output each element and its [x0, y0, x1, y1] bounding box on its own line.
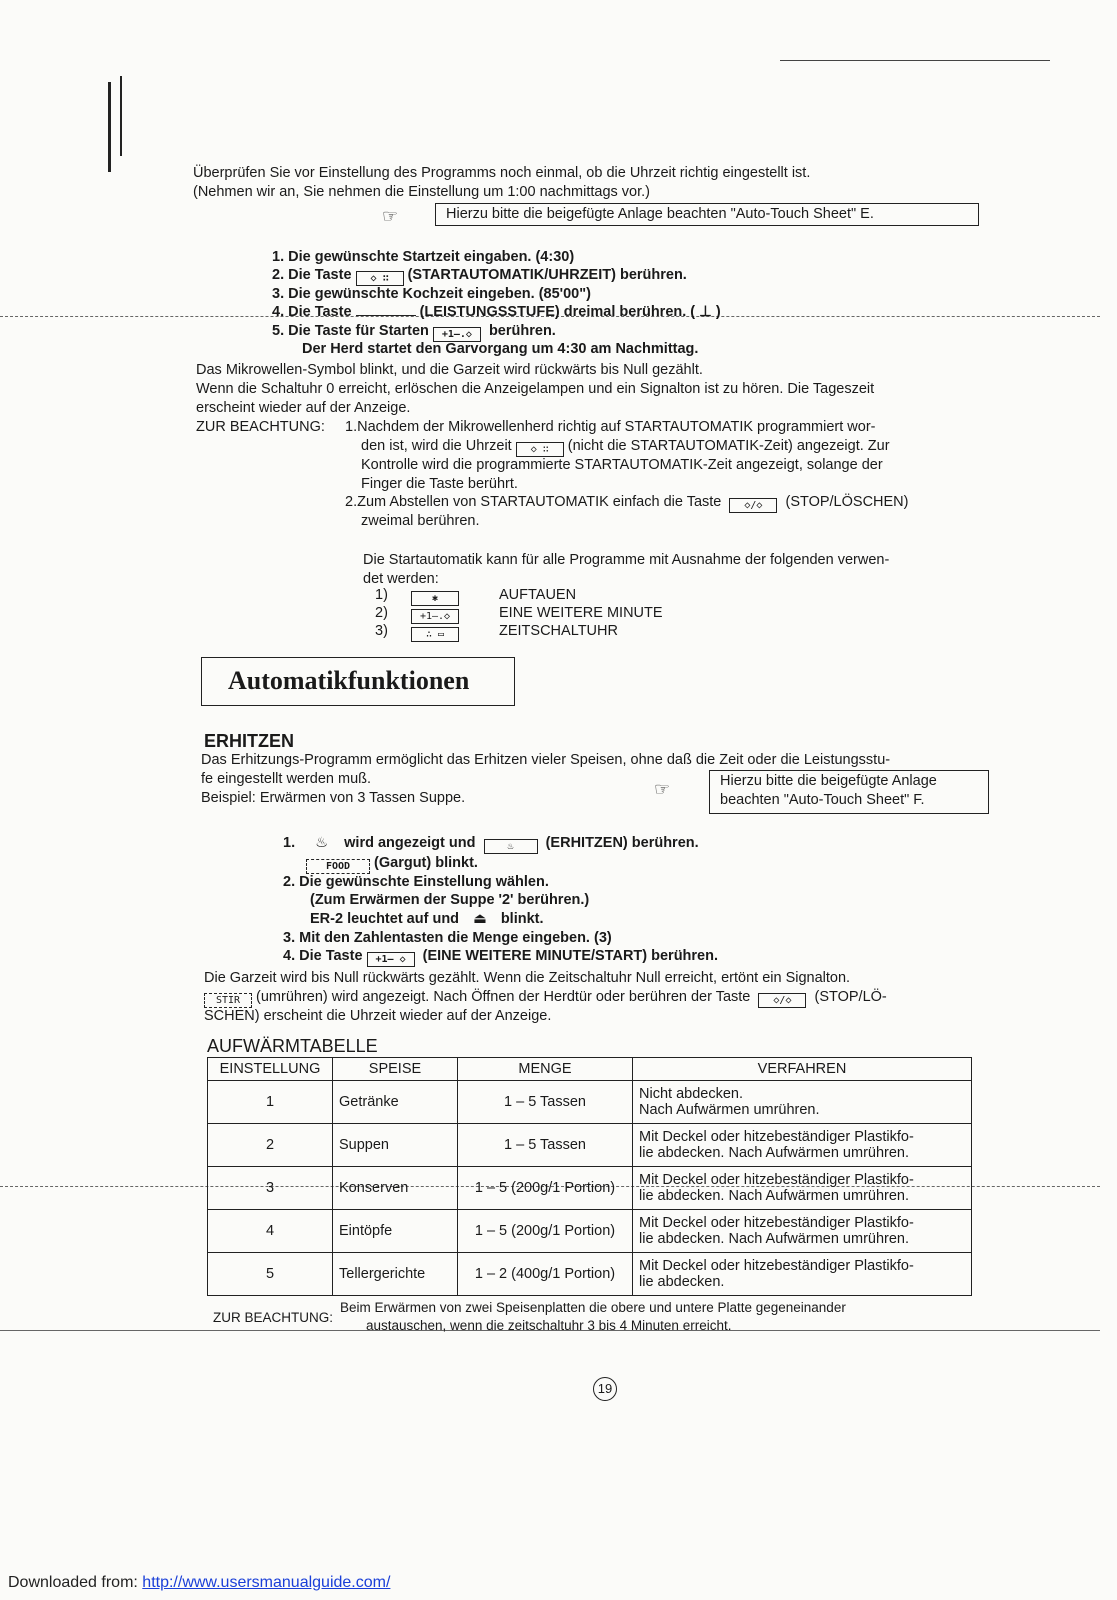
exception-label: AUFTAUEN	[499, 587, 577, 603]
table-header: VERFAHREN	[633, 1058, 972, 1081]
table-header: SPEISE	[333, 1058, 458, 1081]
intro-line: (Nehmen wir an, Sie nehmen die Einstellung um 1:00 nachmittags vor.)	[193, 184, 650, 200]
table-cell-line: lie abdecken. Nach Aufwärmen umrühren.	[639, 1145, 910, 1161]
intro-line: Überprüfen Sie vor Einstellung des Programms noch einmal, ob die Uhrzeit richtig eingestellt ist.	[193, 165, 811, 181]
table-cell-line: lie abdecken. Nach Aufwärmen umrühren.	[639, 1188, 910, 1204]
scan-mark-bar	[108, 82, 111, 172]
power-level-icon	[356, 306, 416, 316]
table-cell: Getränke	[333, 1081, 458, 1124]
para-line: Die Garzeit wird bis Null rückwärts gezählt. Wenn die Zeitschaltuhr Null erreicht, ertönt ein Signalton.	[204, 970, 851, 986]
stir-display-icon: STIR	[204, 993, 252, 1008]
table-header: MENGE	[458, 1058, 633, 1081]
start-key-icon: +1‒.◇	[433, 327, 481, 342]
table-cell	[633, 1210, 972, 1253]
table-cell-line: Nach Aufwärmen umrühren.	[639, 1102, 820, 1118]
defrost-key-icon: ✱	[411, 591, 459, 606]
exception-item	[375, 605, 663, 624]
exceptions-line: Die Startautomatik kann für alle Programme mit Ausnahme der folgenden verwen-	[363, 552, 890, 568]
heat-step-1	[283, 835, 699, 854]
footer-link[interactable]: http://www.usersmanualguide.com/	[142, 1574, 391, 1591]
note-text: Hierzu bitte die beigefügte Anlage	[720, 773, 937, 789]
exception-item	[375, 587, 576, 606]
step-5-result: Der Herd startet den Garvorgang um 4:30 am Nachmittag.	[302, 341, 699, 357]
table-cell: 4	[208, 1210, 333, 1253]
heat-step-2-sub	[310, 911, 544, 927]
step-2-text: 2. Die Taste	[272, 267, 352, 283]
step-2-text-b: (STARTAUTOMATIK/UHRZEIT) berühren.	[407, 267, 687, 283]
heat-step-2-text: ER-2 leuchtet auf und	[310, 911, 460, 927]
step-3: 3. Die gewünschte Kochzeit eingeben. (85'00")	[272, 286, 591, 302]
step-5-text-b: berühren.	[488, 323, 556, 339]
table-cell: 1 – 5 (200g/1 Portion)	[458, 1167, 633, 1210]
exception-num: 2)	[375, 605, 388, 621]
stop-key-icon: ◇/◇	[729, 498, 777, 513]
page-number: 19	[593, 1377, 617, 1401]
beachtung-line	[345, 494, 909, 513]
beachtung-text-b: (nicht die STARTAUTOMATIK-Zeit) angezeigt. Zur	[567, 438, 890, 454]
step-5	[272, 323, 556, 342]
heat-step-1-sub	[306, 855, 478, 874]
table-row	[208, 1210, 972, 1253]
table-cell: Eintöpfe	[333, 1210, 458, 1253]
note-text: beachten "Auto-Touch Sheet" F.	[720, 792, 925, 808]
stop-key-icon: ◇/◇	[758, 993, 806, 1008]
section-title-box	[201, 657, 515, 706]
minute-start-key-icon: +1‒ ◇	[367, 952, 415, 967]
step-4-text-b: (LEISTUNGSSTUFE) dreimal berühren. (	[419, 304, 696, 320]
step-1: 1. Die gewünschte Startzeit eingaben. (4:30)	[272, 249, 575, 265]
note-box	[709, 770, 989, 814]
heat-step-4-text: 4. Die Taste	[283, 948, 363, 964]
beachtung-text-b: (STOP/LÖSCHEN)	[785, 494, 909, 510]
pointing-hand-icon: ☞	[382, 206, 399, 227]
startautomatik-key-icon: ◇ ∷	[356, 271, 404, 286]
table-cell: 1 – 2 (400g/1 Portion)	[458, 1253, 633, 1296]
table-cell	[633, 1124, 972, 1167]
table-cell	[633, 1081, 972, 1124]
heat-step-1-text-c: (Gargut) blinkt.	[374, 855, 478, 871]
table-cell-line: lie abdecken. Nach Aufwärmen umrühren.	[639, 1231, 910, 1247]
table-cell: Tellergerichte	[333, 1253, 458, 1296]
exception-num: 3)	[375, 623, 388, 639]
table-cell: 1 – 5 Tassen	[458, 1124, 633, 1167]
table-header: EINSTELLUNG	[208, 1058, 333, 1081]
table-header-row	[208, 1058, 972, 1081]
table-cell: Konserven	[333, 1167, 458, 1210]
table-cell	[633, 1167, 972, 1210]
section-para: fe eingestellt werden muß.	[201, 771, 372, 787]
table-cell-line: Mit Deckel oder hitzebeständiger Plastikfo-	[639, 1129, 914, 1145]
food-display-icon: FOOD	[306, 859, 370, 874]
beachtung-line: 1.Nachdem der Mikrowellenherd richtig auf STARTAUTOMATIK programmiert wor-	[345, 419, 876, 435]
step-4-text: 4. Die Taste	[272, 304, 352, 320]
beachtung-line: zweimal berühren.	[361, 513, 480, 529]
beachtung-line: Beim Erwärmen von zwei Speisenplatten die obere und untere Platte gegeneinander	[340, 1300, 846, 1315]
exception-label: ZEITSCHALTUHR	[499, 623, 618, 639]
exception-num: 1)	[375, 587, 388, 603]
beachtung-text: den ist, wird die Uhrzeit	[361, 438, 512, 454]
table-row	[208, 1081, 972, 1124]
minute-key-icon: +1‒.◇	[411, 609, 459, 624]
table-cell	[633, 1253, 972, 1296]
heat-step-4-text-b: (EINE WEITERE MINUTE/START) berühren.	[422, 948, 718, 964]
beachtung-line: Finger die Taste berührt.	[361, 476, 518, 492]
power-low-icon: ⊥	[699, 304, 712, 320]
para-line: Wenn die Schaltuhr 0 erreicht, erlöschen die Anzeigelampen und ein Signalton ist zu hören. Die Tageszeit	[196, 381, 875, 397]
step-2	[272, 267, 687, 286]
note-box	[435, 203, 979, 226]
exception-label: EINE WEITERE MINUTE	[499, 605, 663, 621]
table-cell-line: Mit Deckel oder hitzebeständiger Plastikfo-	[639, 1172, 914, 1188]
heat-icon: ♨	[315, 835, 329, 851]
table-row	[208, 1253, 972, 1296]
heat-step-3: 3. Mit den Zahlentasten die Menge eingeben. (3)	[283, 930, 612, 946]
para-text: (umrühren) wird angezeigt. Nach Öffnen der Herdtür oder berühren der Taste	[256, 989, 751, 1005]
table-cell-line: Mit Deckel oder hitzebeständiger Plastikfo-	[639, 1258, 914, 1274]
heat-step-2: 2. Die gewünschte Einstellung wählen.	[283, 874, 549, 890]
table-cell-line: lie abdecken.	[639, 1274, 725, 1290]
table-title: AUFWÄRMTABELLE	[207, 1036, 378, 1056]
section-para: Beispiel: Erwärmen von 3 Tassen Suppe.	[201, 790, 466, 806]
heat-step-1-num: 1.	[283, 835, 296, 851]
download-footer	[8, 1574, 390, 1592]
heat-step-2-text-b: blinkt.	[500, 911, 544, 927]
beachtung-text: 2.Zum Abstellen von STARTAUTOMATIK einfach die Taste	[345, 494, 722, 510]
clock-key-icon: ◇ ∷	[516, 442, 564, 457]
timer-key-icon: ∴ ▭	[411, 627, 459, 642]
beachtung-line: austauschen, wenn die zeitschaltuhr 3 bis 4 Minuten erreicht.	[366, 1318, 732, 1333]
dish-icon: ⏏	[473, 911, 487, 927]
table-cell: 1 – 5 (200g/1 Portion)	[458, 1210, 633, 1253]
table-cell: 1 – 5 Tassen	[458, 1081, 633, 1124]
step-5-text: 5. Die Taste für Starten	[272, 323, 429, 339]
step-4-text-c: )	[715, 304, 721, 320]
para-line	[204, 989, 887, 1008]
erhitzen-key-icon: ♨	[484, 839, 538, 854]
note-text: Hierzu bitte die beigefügte Anlage beachten "Auto-Touch Sheet" E.	[446, 206, 874, 222]
heat-step-1-text-b: (ERHITZEN) berühren.	[545, 835, 699, 851]
exceptions-line: det werden:	[363, 571, 439, 587]
table-cell-line: Nicht abdecken.	[639, 1086, 743, 1102]
para-line: erscheint wieder auf der Anzeige.	[196, 400, 411, 416]
table-cell: 2	[208, 1124, 333, 1167]
table-cell: 5	[208, 1253, 333, 1296]
heat-step-4	[283, 948, 718, 967]
top-rule	[780, 60, 1050, 61]
pointing-hand-icon: ☞	[654, 779, 671, 800]
footer-prefix: Downloaded from:	[8, 1574, 138, 1591]
beachtung-line	[361, 438, 890, 457]
subsection-title: ERHITZEN	[204, 731, 294, 751]
step-4	[272, 304, 721, 320]
beachtung-line: Kontrolle wird die programmierte STARTAUTOMATIK-Zeit angezeigt, solange der	[361, 457, 883, 473]
table-row	[208, 1124, 972, 1167]
heat-step-1-text: wird angezeigt und	[344, 835, 476, 851]
para-line: Das Mikrowellen-Symbol blinkt, und die Garzeit wird rückwärts bis Null gezählt.	[196, 362, 703, 378]
table-row	[208, 1167, 972, 1210]
section-para: Das Erhitzungs-Programm ermöglicht das Erhitzen vieler Speisen, ohne daß die Zeit oder die Leistungsstu-	[201, 752, 891, 768]
warming-table	[207, 1057, 972, 1296]
table-cell: Suppen	[333, 1124, 458, 1167]
beachtung-label: ZUR BEACHTUNG:	[196, 419, 325, 435]
para-text-b: (STOP/LÖ-	[814, 989, 887, 1005]
table-cell-line: Mit Deckel oder hitzebeständiger Plastikfo-	[639, 1215, 914, 1231]
exception-item	[375, 623, 618, 642]
section-title: Automatikfunktionen	[228, 666, 470, 695]
table-cell: 3	[208, 1167, 333, 1210]
scan-mark-bar	[120, 76, 122, 156]
beachtung-label: ZUR BEACHTUNG:	[213, 1310, 334, 1325]
table-cell: 1	[208, 1081, 333, 1124]
para-line: SCHEN) erscheint die Uhrzeit wieder auf der Anzeige.	[204, 1008, 552, 1024]
heat-step-2-sub: (Zum Erwärmen der Suppe '2' berühren.)	[310, 892, 590, 908]
